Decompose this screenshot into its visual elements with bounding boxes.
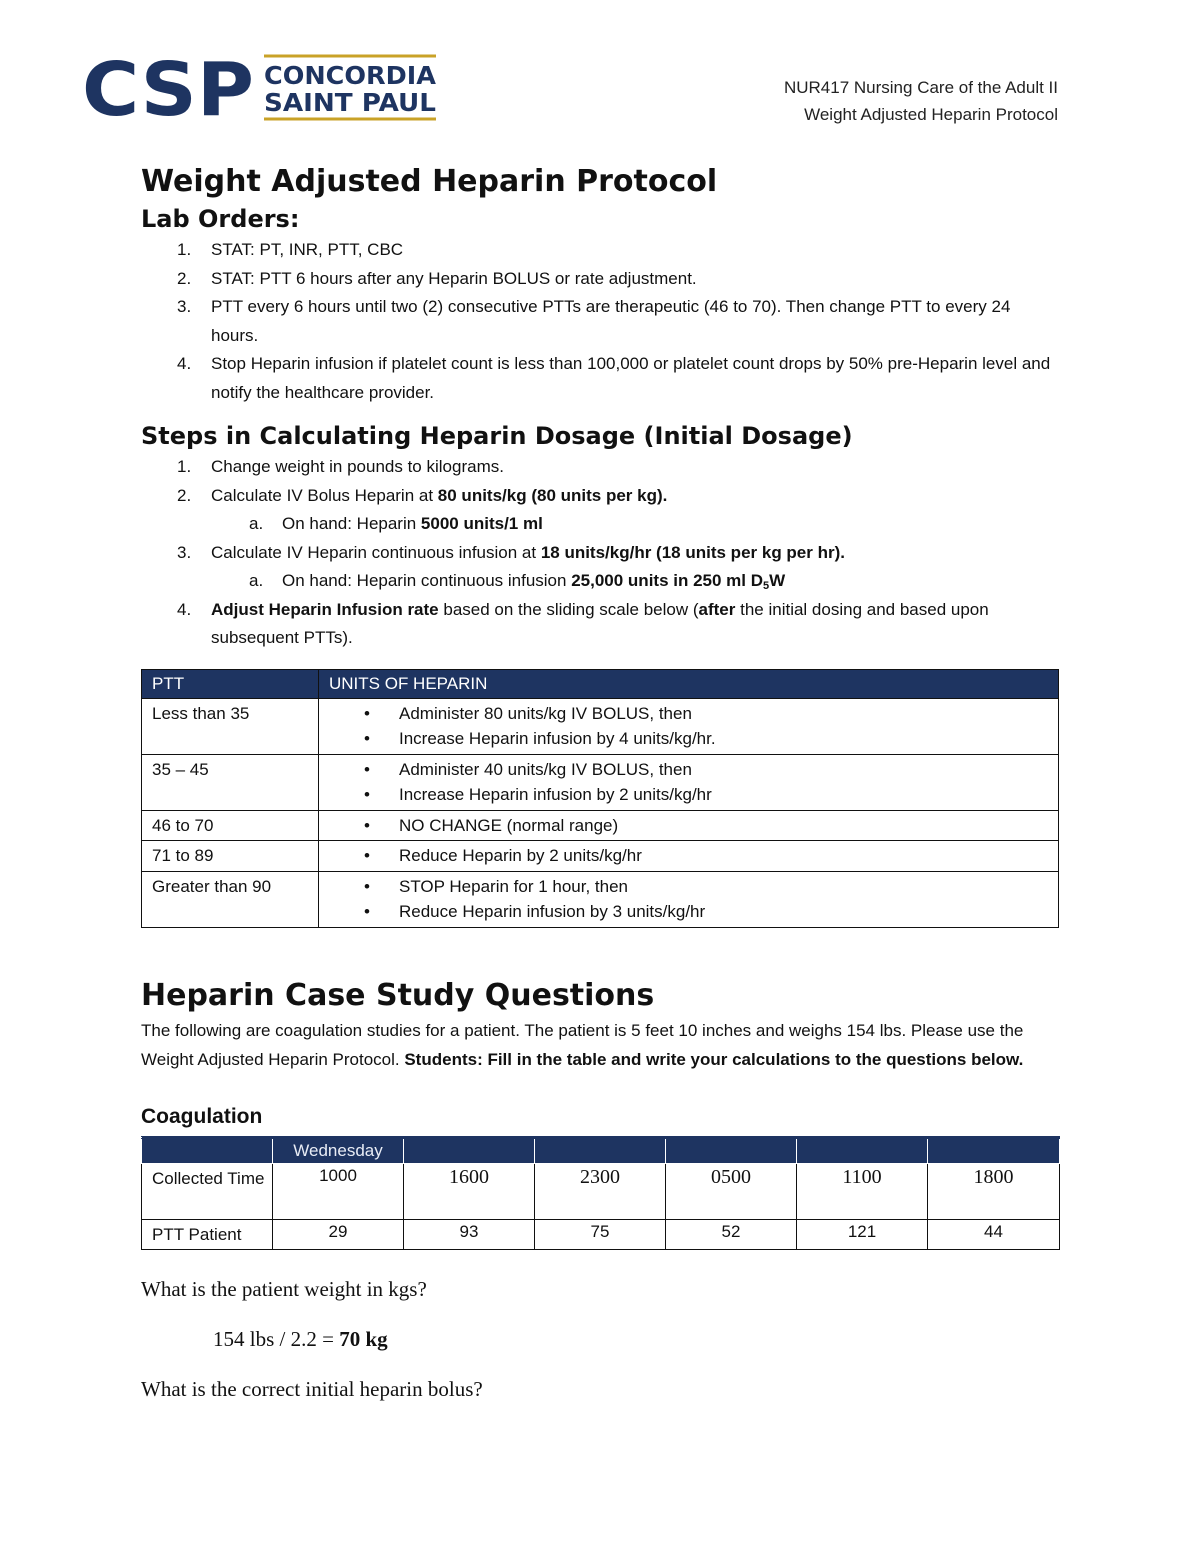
page-content: [141, 162, 1059, 1404]
column-header: [797, 1137, 928, 1163]
table-row: [142, 1219, 1060, 1249]
list-item: 2. Calculate IV Bolus Heparin at 80 units/kg (80 units per kg).: [177, 485, 668, 505]
list-item: 3. Calculate IV Heparin continuous infusion at 18 units/kg/hr (18 units per kg per hr).: [177, 542, 845, 562]
ptt-value-cell: 44: [928, 1219, 1060, 1249]
row-label: Collected Time: [142, 1163, 273, 1219]
logo-line-2: SAINT PAUL: [264, 88, 437, 117]
time-cell: 1600: [404, 1163, 535, 1219]
protocol-title: Weight Adjusted Heparin Protocol: [141, 164, 718, 199]
action-cell: • NO CHANGE (normal range): [319, 810, 1059, 841]
course-name: NUR417 Nursing Care of the Adult II: [783, 78, 1058, 97]
case-study-title: Heparin Case Study Questions: [141, 977, 655, 1013]
table-header-row: [142, 1137, 1060, 1163]
time-cell: 0500: [666, 1163, 797, 1219]
column-header: [404, 1137, 535, 1163]
list-item: 4. Adjust Heparin Infusion rate based on the sliding scale below (after the initial dosing and based upon subsequent PTTs).: [177, 599, 989, 647]
column-header: Wednesday: [273, 1137, 404, 1163]
ptt-cell: Less than 35: [142, 698, 319, 754]
column-header: [142, 1137, 273, 1163]
answer-1: 154 lbs / 2.2 = 70 kg: [213, 1326, 388, 1351]
ptt-value-cell: 121: [797, 1219, 928, 1249]
question-1: What is the patient weight in kgs?: [141, 1276, 427, 1301]
csp-logo: [82, 53, 442, 123]
coagulation-table: [141, 1136, 1060, 1250]
table-row: [142, 871, 1059, 927]
list-item: 1. Change weight in pounds to kilograms.: [177, 457, 504, 476]
time-cell: 1800: [928, 1163, 1060, 1219]
list-item: 3. PTT every 6 hours until two (2) consecutive PTTs are therapeutic (46 to 70). Then change PTT to every 24 hours.: [177, 297, 1011, 345]
column-header: [666, 1137, 797, 1163]
table-row: [142, 810, 1059, 841]
steps-heading: Steps in Calculating Heparin Dosage (Initial Dosage): [141, 422, 853, 450]
column-header: [535, 1137, 666, 1163]
action-cell: • STOP Heparin for 1 hour, then • Reduce Heparin infusion by 3 units/kg/hr: [319, 871, 1059, 927]
coagulation-heading: Coagulation: [141, 1104, 263, 1128]
running-header: [784, 74, 1058, 128]
column-header: UNITS OF HEPARIN: [319, 669, 1059, 698]
sliding-scale-table: [141, 669, 1059, 928]
action-cell: • Administer 80 units/kg IV BOLUS, then • Increase Heparin infusion by 4 units/kg/hr.: [319, 698, 1059, 754]
action-cell: • Reduce Heparin by 2 units/kg/hr: [319, 841, 1059, 872]
list-item: a. On hand: Heparin continuous infusion 25,000 units in 250 ml $D_5W$: [249, 571, 786, 592]
table-row: [142, 698, 1059, 754]
table-row: [142, 841, 1059, 872]
ptt-value-cell: 93: [404, 1219, 535, 1249]
logo-graphic: [82, 53, 442, 123]
ptt-cell: 35 – 45: [142, 754, 319, 810]
lab-orders-list: [141, 236, 1059, 407]
table-header-row: [142, 669, 1059, 698]
time-cell: 1100: [797, 1163, 928, 1219]
document-title: Weight Adjusted Heparin Protocol: [804, 105, 1058, 124]
list-item: a. On hand: Heparin 5000 units/1 ml: [249, 514, 543, 533]
logo-mark: CSP: [82, 53, 254, 123]
list-item: 4. Stop Heparin infusion if platelet count is less than 100,000 or platelet count drops by 50% pre-Heparin level and notify the healthcare provider.: [177, 354, 1051, 402]
ptt-cell: Greater than 90: [142, 871, 319, 927]
logo-line-1: CONCORDIA: [264, 61, 437, 90]
ptt-cell: 46 to 70: [142, 810, 319, 841]
action-cell: • Administer 40 units/kg IV BOLUS, then • Increase Heparin infusion by 2 units/kg/hr: [319, 754, 1059, 810]
lab-orders-heading: Lab Orders:: [141, 205, 300, 233]
steps-list: [141, 453, 1059, 653]
ptt-cell: 71 to 89: [142, 841, 319, 872]
question-2: What is the correct initial heparin bolus?: [141, 1376, 483, 1401]
table-row: [142, 1163, 1060, 1219]
time-cell: 2300: [535, 1163, 666, 1219]
column-header: [928, 1137, 1060, 1163]
ptt-value-cell: 75: [535, 1219, 666, 1249]
ptt-value-cell: 29: [273, 1219, 404, 1249]
list-item: 2. STAT: PTT 6 hours after any Heparin BOLUS or rate adjustment.: [177, 268, 697, 288]
list-item: 1. STAT: PT, INR, PTT, CBC: [177, 240, 404, 259]
ptt-value-cell: 52: [666, 1219, 797, 1249]
column-header: PTT: [142, 669, 319, 698]
case-study-intro: The following are coagulation studies for a patient. The patient is 5 feet 10 inches and weighs 154 lbs. Please use the Weight Adjusted Heparin Protocol. Students: Fill in the table and write your calculations to the questions below.: [141, 1020, 1024, 1069]
time-cell: 1000: [273, 1163, 404, 1219]
row-label: PTT Patient: [142, 1219, 273, 1249]
table-row: [142, 754, 1059, 810]
